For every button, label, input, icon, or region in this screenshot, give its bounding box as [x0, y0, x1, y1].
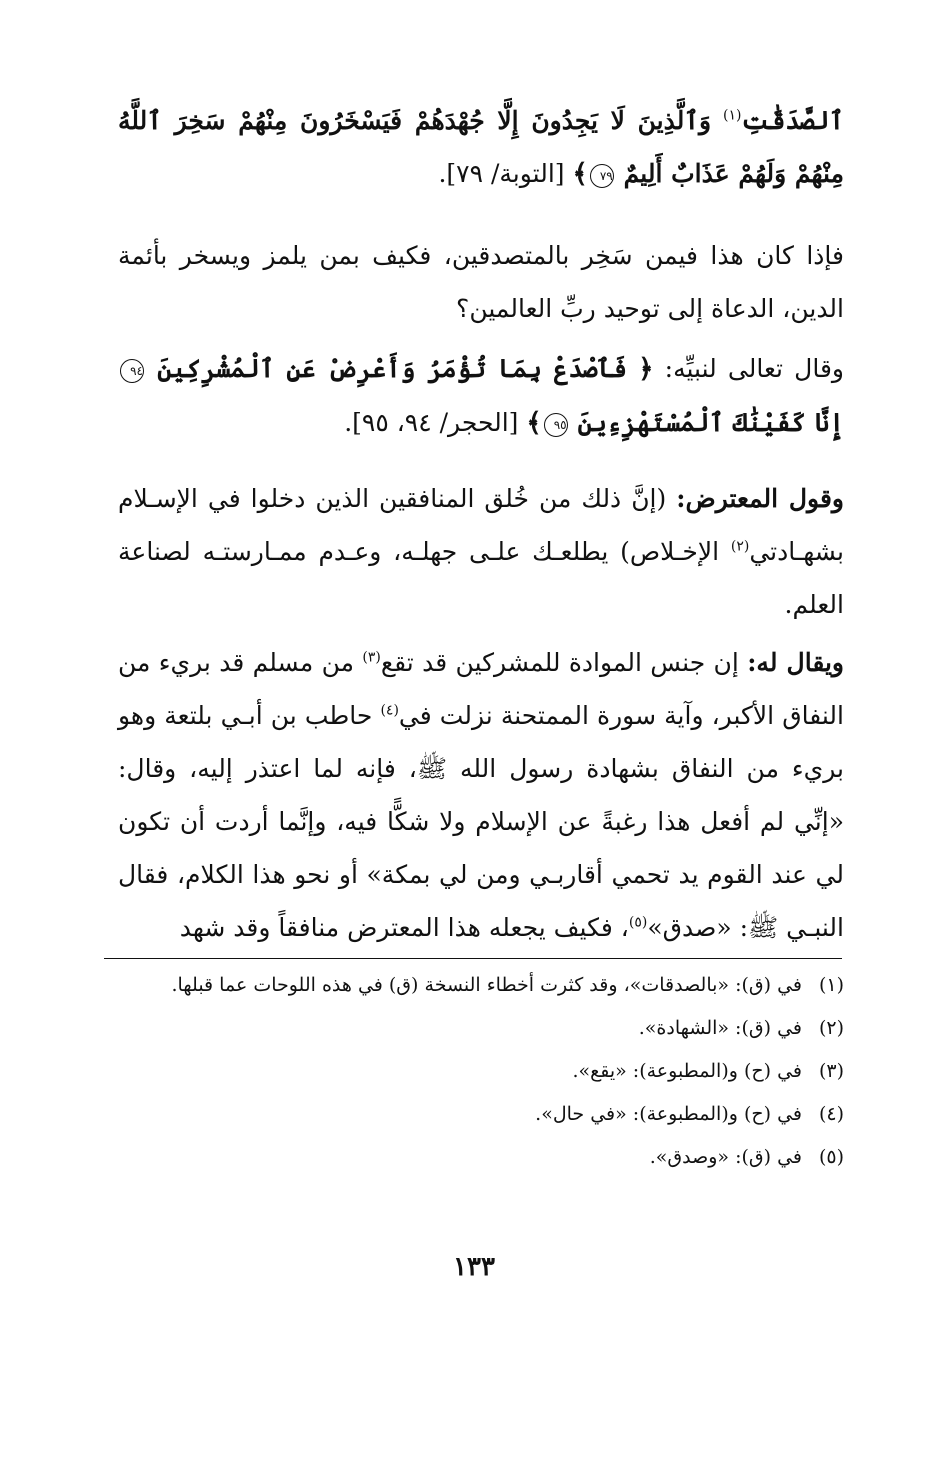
footnote-number: (٥) [818, 1146, 844, 1168]
body-paragraph [118, 229, 844, 335]
footnote-item [118, 1054, 844, 1089]
footnote-separator [104, 958, 842, 959]
paragraph-lead: وقول المعترض: [676, 484, 844, 513]
paragraph-text: حاطب بن أبـي بلتعة وهو بريء من النفاق بشهادة رسول الله ﷺ، فإنه لما اعتذر إليه، وقال: «إنِّي لم أفعل هذا رغبةً عن الإسلام ولا شكًّا فيه، وإنَّما أردت أن تكون لي عند القوم يد تحمي أقاربـي ومن لي بمكة» أو نحو هذا الكلام، فقال النبـي ﷺ: «صدق» [118, 701, 844, 942]
paragraph-text: من مسلم قد بريء من النفاق الأكبر، وآية سورة الممتحنة نزلت في [118, 648, 844, 730]
quran-verse-text: ٱلصَّدَقَٰتِ [741, 106, 844, 135]
quran-close-bracket: ﴾ [572, 159, 588, 189]
footnote-number: (٤) [818, 1103, 844, 1125]
quran-verse-text: وَٱلَّذِينَ لَا يَجِدُونَ إِلَّا جُهْدَهُمْ فَيَسْخَرُونَ مِنْهُمْ سَخِرَ ٱللَّهُ مِنْهُمْ وَلَهُمْ عَذَابٌ أَلِيمٌ [118, 106, 844, 188]
footnote-ref: (١) [722, 107, 742, 124]
body-paragraph [118, 636, 844, 954]
footnote-ref: (٢) [730, 538, 750, 555]
footnote-item [118, 1097, 844, 1132]
footnote-number: (٣) [818, 1060, 844, 1082]
footnote-number: (٢) [818, 1017, 844, 1039]
footnote-ref: (٤) [380, 702, 399, 719]
paragraph-text: فإذا كان هذا فيمن سَخِر بالمتصدقين، فكيف بمن يلمز ويسخر بأئمة الدين، الدعاة إلى توحيد ربِّ العالمين؟ [118, 241, 844, 323]
surah-reference: [الحجر/ ٩٤، ٩٥]. [344, 408, 519, 437]
paragraph-lead: ويقال له: [747, 648, 845, 677]
footnote-ref: (٥) [628, 914, 648, 931]
footnote-text: في (ق): «الشهادة». [638, 1017, 802, 1039]
paragraph-text: الإخـلاص) يطلعـك علـى جهلـه، وعـدم ممـارستـه لصناعة العلم. [118, 537, 844, 619]
paragraph-text: ، فكيف يجعله هذا المعترض منافقاً وقد شهد [179, 913, 629, 942]
body-paragraph [118, 472, 844, 631]
footnote-text: في (ح) و(المطبوعة): «يقع». [572, 1060, 802, 1082]
footnote-text: في (ق): «بالصدقات»، وقد كثرت أخطاء النسخة (ق) في هذه اللوحات عما قبلها. [171, 974, 802, 996]
footnote-number: (١) [818, 974, 844, 996]
surah-reference: [التوبة/ ٧٩]. [438, 159, 565, 188]
footnote-text: في (ق): «وصدق». [649, 1146, 802, 1168]
paragraph-intro: وقال تعالى لنبيِّه: [664, 354, 844, 383]
footnotes [118, 968, 844, 1183]
ayah-number-marker: ٩٤ [120, 359, 144, 383]
ayah-number-marker: ٩٥ [544, 413, 568, 437]
quran-verse-text: إِنَّا كَفَيْنَٰكَ ٱلْمُسْتَهْزِءِينَ [577, 408, 844, 437]
footnote-item [118, 1011, 844, 1046]
quran-verse-text: فَٱصْدَعْ بِمَا تُؤْمَرُ وَأَعْرِضْ عَنِ ٱلْمُشْرِكِينَ [157, 354, 628, 383]
footnote-item [118, 1140, 844, 1175]
quran-close-bracket: ﴾ [526, 408, 542, 438]
quran-verse-paragraph [118, 94, 844, 201]
paragraph-text: (إنَّ ذلك من خُلق المنافقين الذين دخلوا في الإسـلام بشهـادتي [118, 484, 844, 566]
footnote-ref: (٣) [362, 649, 381, 666]
quran-open-bracket: ﴿ [638, 354, 654, 384]
page-number: ١٣٣ [453, 1252, 495, 1282]
ayah-number-marker: ٧٩ [590, 164, 614, 188]
footnote-text: في (ح) و(المطبوعة): «في حال». [535, 1103, 802, 1125]
paragraph-text: إن جنس الموادة للمشركين قد تقع [380, 648, 739, 677]
footnote-item [118, 968, 844, 1003]
quran-verse-paragraph [118, 342, 844, 450]
